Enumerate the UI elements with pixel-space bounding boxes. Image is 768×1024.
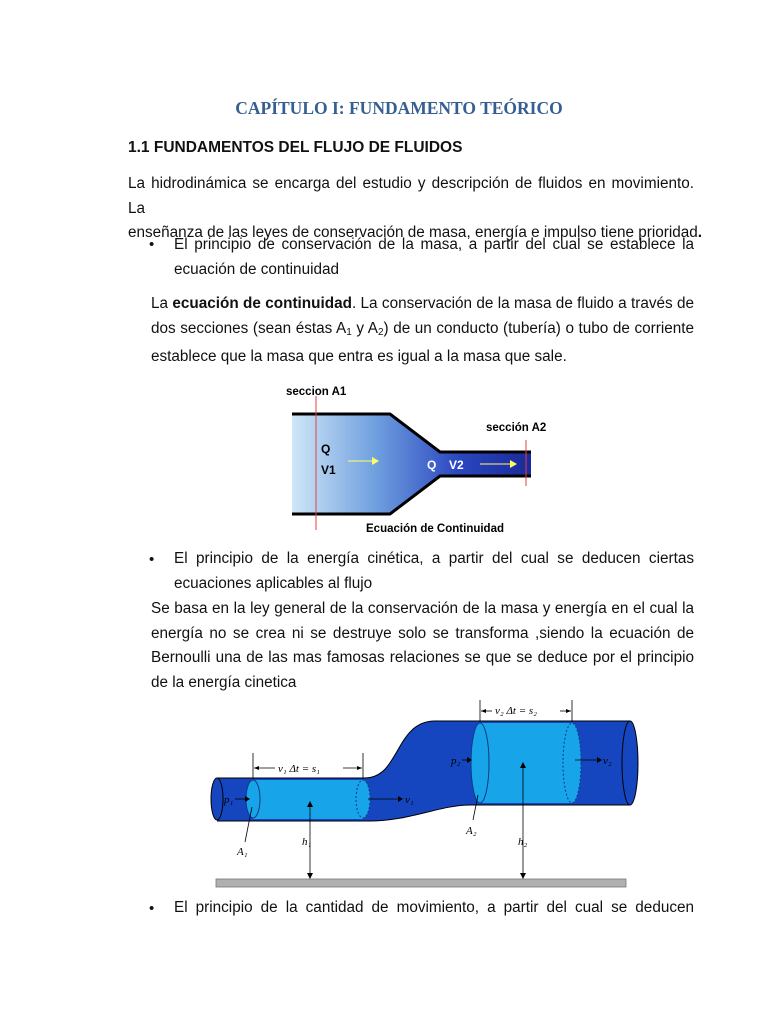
continuity-line-2-c: ) de un conducto (tubería) o tubo de corriente: [383, 319, 695, 337]
continuity-sub-2: 2: [377, 326, 384, 338]
h2-label: h₂: [518, 836, 528, 848]
slug-2-face-a: [471, 723, 489, 803]
bullet-3: [174, 896, 694, 921]
s2-arrow-right: [566, 709, 571, 713]
label-q1: Q: [321, 442, 331, 456]
ground-reference: [216, 879, 626, 887]
fluid-slug-2: [480, 723, 572, 803]
slug-2-face-b: [563, 723, 581, 803]
intro-period: .: [697, 224, 702, 241]
a1-label: A₁: [237, 846, 248, 858]
intro-line-2-text: enseñanza de las leyes de conservación de masa, energía e impulso tiene prioridad: [128, 224, 698, 241]
label-section-a1: seccion A1: [286, 386, 347, 398]
section-title: 1.1 FUNDAMENTOS DEL FLUJO DE FLUIDOS: [128, 139, 463, 156]
label-v2: V2: [449, 458, 464, 472]
bernoulli-figure: [205, 697, 645, 892]
label-q2: Q: [427, 458, 437, 472]
a2-label: A₂: [466, 825, 477, 837]
pipe-inlet: [211, 778, 223, 820]
chapter-title: CAPÍTULO I: FUNDAMENTO TEÓRICO: [235, 98, 563, 118]
continuity-line-2-a: dos secciones (sean éstas A: [151, 319, 347, 337]
s1-arrow-left: [254, 766, 259, 770]
bullet-3-line-1: El principio de la cantidad de movimiento, a partir del cual se deducen: [174, 899, 694, 916]
continuity-sub-1: 1: [346, 326, 352, 338]
bullet-1-line-2: ecuación de continuidad: [174, 260, 339, 278]
h1-arrow-bottom: [307, 873, 313, 879]
slug-1-face-b: [356, 780, 370, 818]
s1-label: v₁ Δt = s₁: [278, 763, 320, 775]
energy-line-1: Se basa en la ley general de la conservación de la masa y energía en el cual la: [151, 600, 694, 617]
energy-line-4: de la energía cinetica: [151, 673, 297, 691]
s1-arrow-right: [357, 766, 362, 770]
fluid-slug-1: [253, 780, 363, 819]
energy-line-3: Bernoulli una de las mas famosas relaciones se que se deduce por el principio: [151, 649, 694, 666]
bullet-2-line-1: El principio de la energía cinética, a partir del cual se deducen ciertas: [174, 550, 694, 567]
bullet-2-dot: •: [149, 551, 155, 568]
continuity-figure: [280, 378, 570, 540]
continuity-line-1: [151, 292, 694, 317]
h2-arrow-bottom: [520, 873, 526, 879]
bullet-2: [174, 547, 694, 596]
continuity-line-2: [151, 317, 694, 346]
label-v1: V1: [321, 463, 336, 477]
v2-label: v₂: [603, 755, 612, 767]
pipe-outlet: [622, 721, 638, 805]
energy-line-2: energía no se crea ni se destruye solo se transforma ,siendo la ecuación de: [151, 624, 694, 642]
energy-paragraph: [151, 597, 694, 695]
continuity-paragraph: [151, 292, 694, 370]
h1-label: h₁: [302, 836, 312, 848]
continuity-prefix: La: [151, 295, 173, 312]
v1-label: v₁: [405, 794, 414, 806]
label-section-a2: sección A2: [486, 422, 547, 434]
bullet-2-line-2: ecuaciones aplicables al flujo: [174, 574, 373, 592]
continuity-line-1-rest: . La conservación de la masa de fluido a través de: [351, 295, 695, 312]
bullet-1: [174, 233, 694, 282]
s2-label: v₂ Δt = s₂: [495, 705, 537, 717]
figure-caption: Ecuación de Continuidad: [366, 523, 505, 535]
s2-arrow-left: [481, 709, 486, 713]
p1-label: p₁: [224, 794, 234, 806]
bullet-3-dot: •: [149, 900, 155, 917]
continuity-bold-term: ecuación de continuidad: [172, 295, 352, 312]
continuity-line-3: establece que la masa que entra es igual a la masa que sale.: [151, 348, 567, 365]
intro-line-1: La hidrodinámica se encarga del estudio y descripción de fluidos en movimiento. La: [128, 175, 694, 217]
bullet-1-dot: •: [149, 236, 155, 253]
p2-label: p₂: [451, 755, 461, 767]
continuity-line-2-b: y A: [351, 319, 378, 337]
bullet-1-line-1: El principio de conservación de la masa, a partir del cual se establece la: [174, 236, 694, 253]
